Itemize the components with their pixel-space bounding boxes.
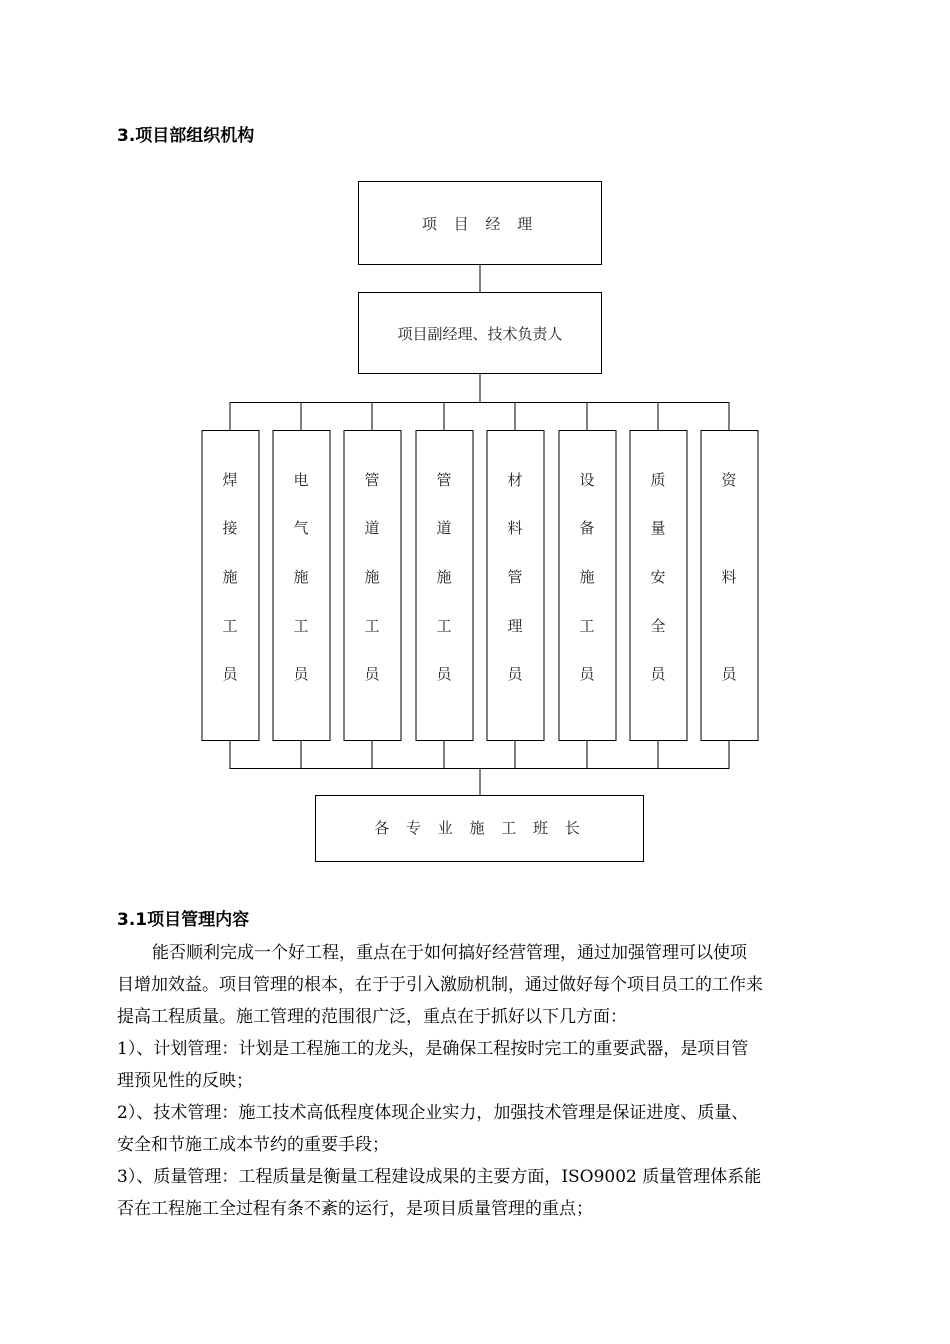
dept-char: 工 [579, 617, 595, 635]
dept-char: 施 [579, 568, 595, 586]
dept-box-4 [416, 431, 473, 741]
dept-char: 材 [507, 471, 523, 489]
dept-char: 工 [222, 617, 238, 635]
dept-char: 工 [436, 617, 452, 635]
dept-char: 料 [721, 568, 737, 586]
box-deputy-manager-label: 项目副经理、技术负责人 [397, 325, 563, 343]
dept-char: 电 [293, 471, 309, 489]
dept-char: 施 [293, 568, 309, 586]
dept-char: 管 [507, 568, 523, 586]
dept-box-3 [344, 431, 401, 741]
dept-char: 工 [364, 617, 380, 635]
dept-char: 员 [650, 665, 666, 683]
paragraph-line: 2）、技术管理：施工技术高低程度体现企业实力，加强技术管理是保证进度、质量、 [117, 1103, 749, 1123]
box-team-leaders-label: 各 专 业 施 工 班 长 [374, 819, 586, 837]
dept-char: 管 [436, 471, 452, 489]
dept-char: 施 [436, 568, 452, 586]
dept-char: 气 [293, 519, 309, 537]
dept-char: 焊 [222, 471, 238, 489]
dept-char: 员 [293, 665, 309, 683]
dept-char: 备 [579, 519, 595, 537]
dept-char: 道 [436, 519, 452, 537]
dept-box-2 [273, 431, 330, 741]
dept-char: 质 [650, 471, 666, 489]
paragraph-line: 理预见性的反映； [117, 1071, 253, 1091]
dept-char: 安 [650, 568, 666, 586]
dept-char: 接 [222, 519, 238, 537]
section-heading: 3.项目部组织机构 [117, 126, 255, 146]
paragraph-line: 能否顺利完成一个好工程，重点在于如何搞好经营管理，通过加强管理可以使项 [152, 943, 747, 963]
dept-char: 员 [721, 665, 737, 683]
dept-char: 资 [721, 471, 737, 489]
paragraph-line: 1）、计划管理：计划是工程施工的龙头，是确保工程按时完工的重要武器，是项目管 [117, 1039, 749, 1059]
dept-char: 道 [364, 519, 380, 537]
box-project-manager-label: 项 目 经 理 [421, 215, 539, 233]
dept-char: 员 [222, 665, 238, 683]
dept-box-8 [701, 431, 758, 741]
paragraph-line: 3）、质量管理：工程质量是衡量工程建设成果的主要方面，ISO9002 质量管理体系能 [117, 1167, 762, 1187]
dept-char: 员 [507, 665, 523, 683]
paragraph-line: 安全和节施工成本节约的重要手段； [117, 1135, 389, 1155]
paragraph-line: 否在工程施工全过程有条不紊的运行，是项目质量管理的重点； [117, 1199, 593, 1219]
dept-char: 员 [436, 665, 452, 683]
dept-char: 员 [579, 665, 595, 683]
dept-box-1 [202, 431, 259, 741]
dept-box-5 [487, 431, 544, 741]
dept-char: 料 [507, 519, 523, 537]
dept-char: 量 [650, 519, 666, 537]
dept-box-6 [559, 431, 616, 741]
dept-char: 工 [293, 617, 309, 635]
dept-box-7 [630, 431, 687, 741]
dept-char: 设 [579, 471, 595, 489]
dept-char: 全 [650, 617, 666, 635]
dept-char: 管 [364, 471, 380, 489]
dept-char: 员 [364, 665, 380, 683]
dept-char: 施 [222, 568, 238, 586]
dept-char: 理 [507, 617, 523, 635]
paragraph-line: 提高工程质量。施工管理的范围很广泛，重点在于抓好以下几方面： [117, 1007, 627, 1027]
subsection-heading: 3.1项目管理内容 [117, 910, 250, 930]
dept-char: 施 [364, 568, 380, 586]
paragraph-line: 目增加效益。项目管理的根本，在于于引入激励机制，通过做好每个项目员工的工作来 [117, 975, 763, 995]
